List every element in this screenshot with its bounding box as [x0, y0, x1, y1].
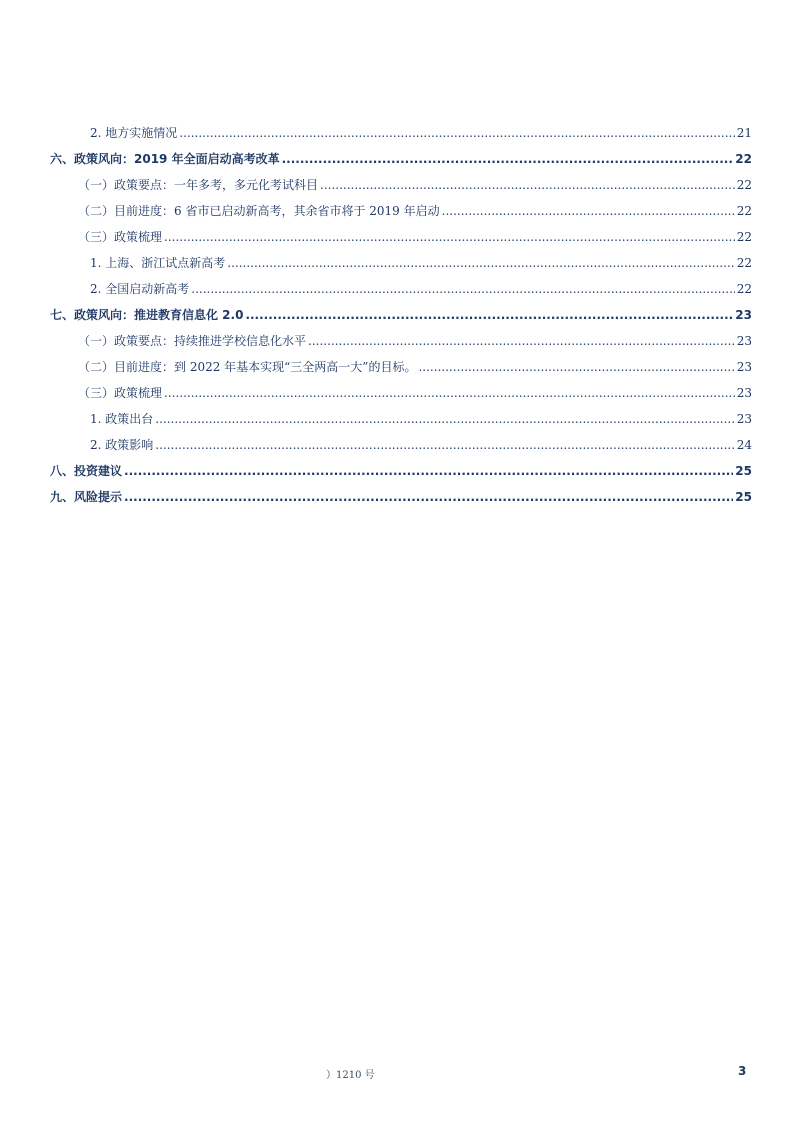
- toc-entry-page: 22: [736, 178, 752, 192]
- toc-entry-title: （一）政策要点：持续推进学校信息化水平: [78, 334, 307, 348]
- toc-entry[interactable]: [50, 484, 752, 510]
- toc-entry-title: 八、投资建议: [50, 464, 123, 478]
- toc-entry-title: （一）政策要点：一年多考，多元化考试科目: [78, 178, 319, 192]
- toc-leader-dots: [418, 354, 734, 380]
- footer-doc-number: ）1210 号: [326, 1070, 375, 1081]
- toc-entry[interactable]: [50, 380, 752, 406]
- toc-entry-page: 22: [736, 282, 752, 296]
- toc-leader-dots: [124, 458, 733, 484]
- toc-entry[interactable]: [50, 406, 752, 432]
- toc-leader-dots: [179, 120, 734, 146]
- toc-entry-page: 23: [735, 308, 752, 322]
- toc-entry-title: （三）政策梳理: [78, 386, 163, 400]
- toc-entry-title: 九、风险提示: [50, 490, 123, 504]
- toc-entry-page: 25: [735, 490, 752, 504]
- toc-entry-page: 24: [736, 438, 752, 452]
- toc-leader-dots: [155, 432, 734, 458]
- toc-leader-dots: [124, 484, 733, 510]
- toc-entry-title: 1. 政策出台: [90, 412, 154, 426]
- toc-entry-title: 2. 政策影响: [90, 438, 154, 452]
- toc-entry-page: 25: [735, 464, 752, 478]
- toc-entry-page: 22: [736, 204, 752, 218]
- toc-leader-dots: [442, 198, 735, 224]
- toc-entry-page: 22: [736, 230, 752, 244]
- footer-page-number: 3: [738, 1064, 747, 1078]
- toc-leader-dots: [320, 172, 735, 198]
- toc-entry-page: 23: [736, 360, 752, 374]
- toc-entry-page: 22: [736, 256, 752, 270]
- toc-entry-title: 七、政策风向：推进教育信息化 2.0: [50, 308, 244, 322]
- toc-leader-dots: [164, 380, 735, 406]
- toc-entry[interactable]: [50, 172, 752, 198]
- toc-entry[interactable]: [50, 120, 752, 146]
- toc-leader-dots: [227, 250, 734, 276]
- toc-entry-title: （三）政策梳理: [78, 230, 163, 244]
- toc-entry-page: 22: [735, 152, 752, 166]
- toc-entry[interactable]: [50, 302, 752, 328]
- table-of-contents: [50, 120, 752, 510]
- toc-entry[interactable]: [50, 198, 752, 224]
- toc-entry-title: 六、政策风向：2019 年全面启动高考改革: [50, 152, 280, 166]
- toc-leader-dots: [155, 406, 734, 432]
- toc-entry[interactable]: [50, 328, 752, 354]
- toc-entry[interactable]: [50, 146, 752, 172]
- toc-entry[interactable]: [50, 224, 752, 250]
- toc-entry-title: 1. 上海、浙江试点新高考: [90, 256, 226, 270]
- toc-entry-title: 2. 地方实施情况: [90, 126, 178, 140]
- toc-entry[interactable]: [50, 276, 752, 302]
- toc-entry[interactable]: [50, 354, 752, 380]
- toc-leader-dots: [164, 224, 735, 250]
- toc-entry-title: 2. 全国启动新高考: [90, 282, 190, 296]
- toc-entry-page: 21: [736, 126, 752, 140]
- toc-entry-page: 23: [736, 334, 752, 348]
- toc-leader-dots: [191, 276, 734, 302]
- toc-entry[interactable]: [50, 250, 752, 276]
- toc-entry-page: 23: [736, 412, 752, 426]
- toc-leader-dots: [245, 302, 733, 328]
- toc-entry-page: 23: [736, 386, 752, 400]
- toc-entry[interactable]: [50, 458, 752, 484]
- toc-entry[interactable]: [50, 432, 752, 458]
- toc-leader-dots: [308, 328, 735, 354]
- toc-leader-dots: [282, 146, 734, 172]
- toc-entry-title: （二）目前进度：6 省市已启动新高考，其余省市将于 2019 年启动: [78, 204, 440, 218]
- toc-entry-title: （二）目前进度：到 2022 年基本实现“三全两高一大”的目标。: [78, 360, 417, 374]
